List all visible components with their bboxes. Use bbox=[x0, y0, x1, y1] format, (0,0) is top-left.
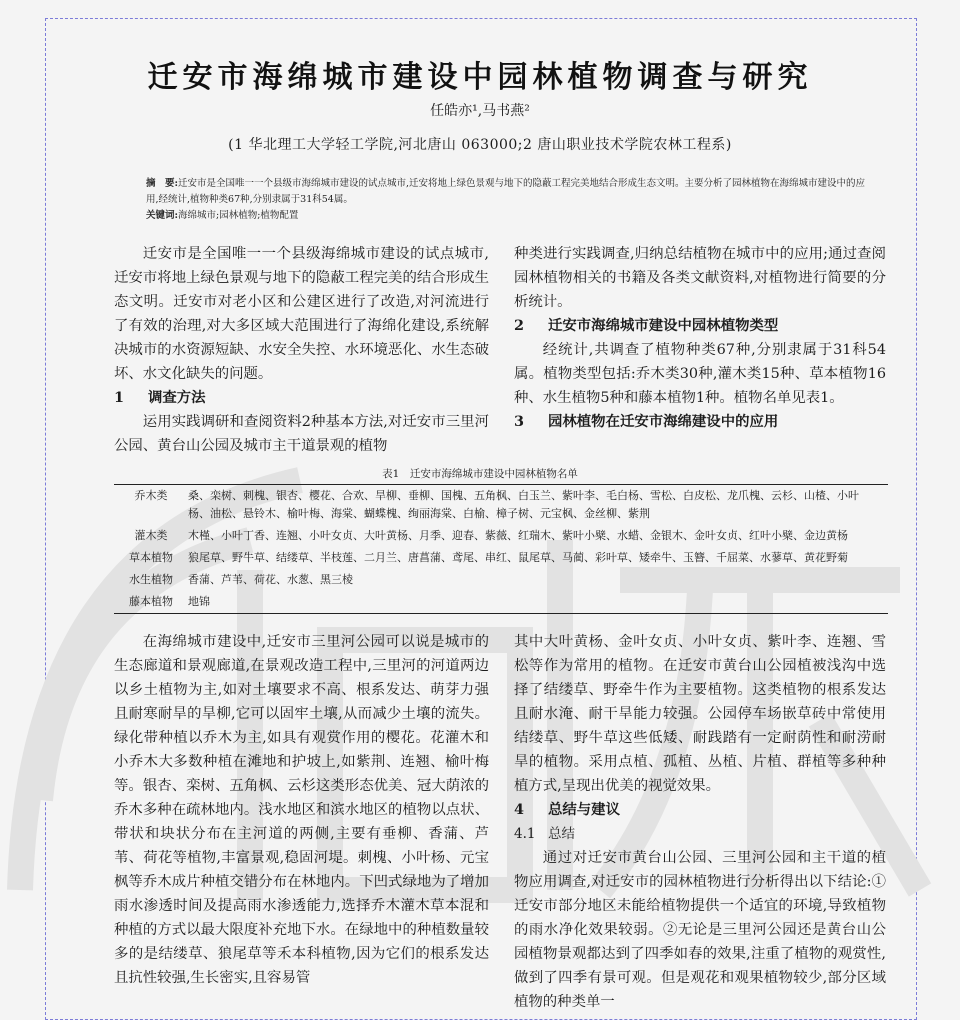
right-column-top bbox=[514, 242, 886, 434]
left-column-bottom bbox=[114, 630, 489, 990]
section-number: 3 bbox=[514, 413, 525, 430]
application-paragraph-cont: 其中大叶黄杨、金叶女贞、小叶女贞、紫叶李、连翘、雪松等作为常用的植物。在迁安市黄台山公园植被浅沟中选择了结缕草、野牵牛作为主要植物。这类植物的根系发达且耐水淹、耐干旱能力较强。公园停车场嵌草砖中常使用结缕草、野牛草这些低矮、耐践踏有一定耐荫性和耐涝耐旱的植物。采用点植、孤植、丛植、片植、群植等多种种植方式,呈现出优美的视觉效果。 bbox=[514, 634, 886, 794]
section-number: 1 bbox=[114, 389, 125, 406]
summary-paragraph: 通过对迁安市黄台山公园、三里河公园和主干道的植物应用调查,对迁安市的园林植物进行分析得出以下结论:①迁安市部分地区未能给植物提供一个适宜的环境,导致植物的雨水净化效果较弱。②无论是三里河公园还是黄台山公园植物景观都达到了四季如春的效果,注重了植物的观赏性,做到了四季有景可观。但是观花和观果植物较少,部分区域植物的种类单一 bbox=[514, 850, 886, 1010]
right-column-bottom bbox=[514, 630, 886, 1014]
table-category: 藤本植物 bbox=[129, 595, 173, 608]
plant-table bbox=[114, 484, 888, 614]
keywords-label: 关键词: bbox=[146, 210, 179, 221]
left-column-top bbox=[114, 242, 489, 458]
table-row bbox=[114, 525, 888, 547]
section-number: 4 bbox=[514, 801, 525, 818]
section-title: 总结与建议 bbox=[548, 801, 620, 818]
table-plants: 地锦 bbox=[188, 595, 210, 608]
subsection-title: 总结 bbox=[548, 826, 575, 842]
abstract bbox=[146, 176, 866, 208]
table-plants: 香蒲、芦苇、荷花、水葱、黑三棱 bbox=[188, 573, 353, 586]
table-category: 灌木类 bbox=[134, 529, 168, 542]
section-4-1-heading bbox=[514, 822, 886, 846]
intro-paragraph: 迁安市是全国唯一一个县级海绵城市建设的试点城市,迁安市将地上绿色景观与地下的隐蔽工程完美的结合形成生态文明。迁安市对老小区和公建区进行了改造,对河流进行了有效的治理,对大多区域大范围进行了海绵化建设,系统解决城市的水资源短缺、水安全失控、水环境恶化、水生态破坏、水文化缺失的问题。 bbox=[114, 246, 489, 382]
abstract-block bbox=[146, 176, 866, 224]
table-plants: 桑、栾树、刺槐、银杏、樱花、合欢、旱柳、垂柳、国槐、五角枫、白玉兰、紫叶李、毛白杨、雪松、白皮松、龙爪槐、云杉、山楂、小叶杨、油松、悬铃木、榆叶梅、海棠、蝴蝶槐、绚丽海棠、白榆、樟子树、元宝枫、金丝柳、紫荆 bbox=[188, 489, 859, 520]
section-3-heading bbox=[514, 410, 886, 434]
table-row bbox=[114, 547, 888, 569]
table-row bbox=[114, 569, 888, 591]
paper-title: 迁安市海绵城市建设中园林植物调查与研究 bbox=[147, 60, 813, 95]
table-row bbox=[114, 591, 888, 613]
table-category: 水生植物 bbox=[129, 573, 173, 586]
section-2-heading bbox=[514, 314, 886, 338]
section-title: 调查方法 bbox=[148, 389, 206, 406]
affiliation: (1 华北理工大学轻工学院,河北唐山 063000;2 唐山职业技术学院农林工程系) bbox=[228, 137, 732, 153]
table-category: 乔木类 bbox=[134, 489, 168, 502]
abstract-text: 迁安市是全国唯一一个县级市海绵城市建设的试点城市,迁安将地上绿色景观与地下的隐蔽工程完美地结合形成生态文明。主要分析了园林植物在海绵城市建设中的应用,经统计,植物种类67种,分别隶属于31科54属。 bbox=[146, 178, 866, 205]
section-title: 迁安市海绵城市建设中园林植物类型 bbox=[548, 317, 779, 334]
section-1-heading bbox=[114, 386, 489, 410]
method-paragraph: 运用实践调研和查阅资料2种基本方法,对迁安市三里河公园、黄台山公园及城市主干道景观的植物 bbox=[114, 414, 489, 454]
types-paragraph: 经统计,共调查了植物种类67种,分别隶属于31科54属。植物类型包括:乔木类30种,灌木类15种、草本植物16种、水生植物5种和藤本植物1种。植物名单见表1。 bbox=[514, 342, 886, 406]
section-number: 2 bbox=[514, 317, 525, 334]
section-4-heading bbox=[514, 798, 886, 822]
keywords-text: 海绵城市;园林植物;植物配置 bbox=[178, 210, 299, 221]
table-row bbox=[114, 485, 888, 525]
abstract-label: 摘 要: bbox=[146, 178, 179, 189]
table-plants: 狼尾草、野牛草、结缕草、半枝莲、二月兰、唐菖蒲、鸢尾、串红、鼠尾草、马蔺、彩叶草、矮牵牛、玉簪、千屈菜、水蓼草、黄花野菊 bbox=[188, 551, 848, 564]
authors: 任皓亦¹,马书燕² bbox=[430, 103, 530, 119]
table-caption: 表1 迁安市海绵城市建设中园林植物名单 bbox=[382, 468, 578, 480]
table-plants: 木槿、小叶丁香、连翘、小叶女贞、大叶黄杨、月季、迎春、紫薇、红瑞木、紫叶小檗、水蜡、金银木、金叶女贞、红叶小檗、金边黄杨 bbox=[188, 529, 848, 542]
table-category: 草本植物 bbox=[129, 551, 173, 564]
method-paragraph-cont: 种类进行实践调查,归纳总结植物在城市中的应用;通过查阅园林植物相关的书籍及各类文献资料,对植物进行简要的分析统计。 bbox=[514, 246, 886, 310]
application-paragraph: 在海绵城市建设中,迁安市三里河公园可以说是城市的生态廊道和景观廊道,在景观改造工程中,三里河的河道两边以乡土植物为主,如对土壤要求不高、根系发达、萌芽力强且耐寒耐旱的旱柳,它可以固牢土壤,从而减少土壤的流失。绿化带种植以乔木为主,如具有观赏作用的樱花。花灌木和小乔木大多数种植在滩地和护坡上,如紫荆、连翘、榆叶梅等。银杏、栾树、五角枫、云杉这类形态优美、冠大荫浓的乔木多种在疏林地内。浅水地区和滨水地区的植物以点状、带状和块状分布在主河道的两侧,主要有垂柳、香蒲、芦苇、荷花等植物,丰富景观,稳固河堤。刺槐、小叶杨、元宝枫等乔木成片种植交错分布在林地内。下凹式绿地为了增加雨水渗透时间及提高雨水渗透能力,选择乔木灌木草本混和种植的方式以最大限度补充地下水。在绿地中的种植数量较多的是结缕草、狼尾草等禾本科植物,因为它们的根系发达且抗性较强,生长密实,且容易管 bbox=[114, 634, 489, 986]
keywords bbox=[146, 208, 866, 224]
subsection-number: 4.1 bbox=[514, 826, 536, 842]
section-title: 园林植物在迁安市海绵建设中的应用 bbox=[548, 413, 779, 430]
